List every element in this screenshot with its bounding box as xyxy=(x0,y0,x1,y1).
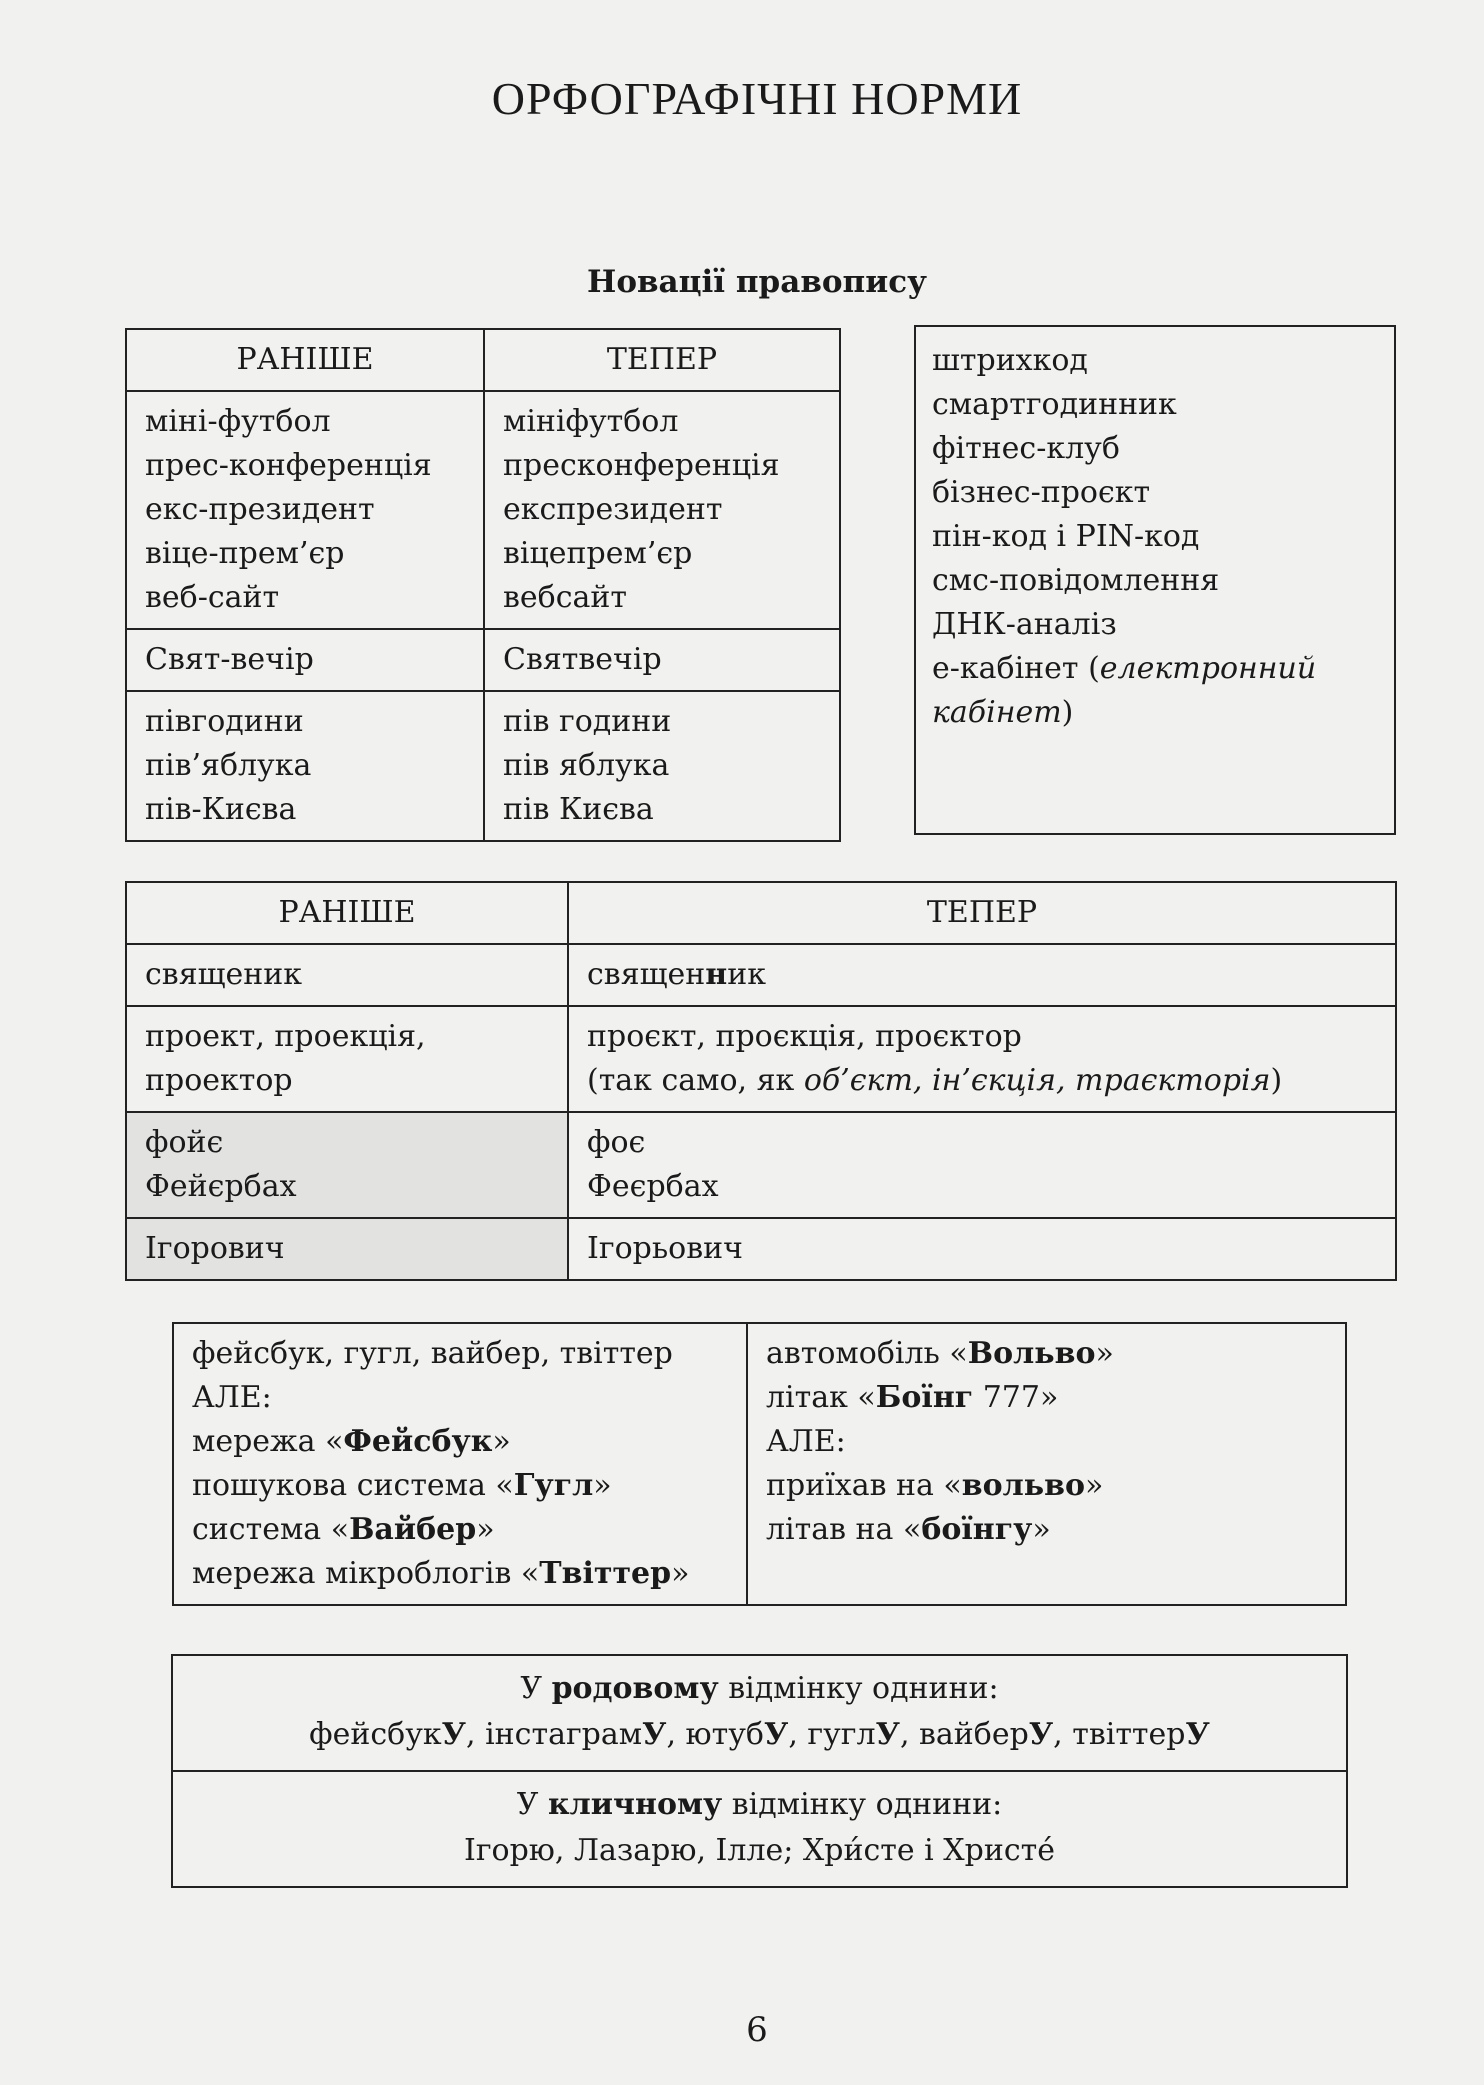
genitive-case-cell: У родовому відмінку однини: фейсбукУ, інстаграмУ, ютубУ, гуглУ, вайберУ, твіттерУ xyxy=(172,1655,1347,1771)
table-cell-now xyxy=(484,391,840,629)
word-now: вебсайт xyxy=(503,580,627,615)
word-now: Святвечір xyxy=(503,642,662,677)
table-cell-now: Ігорьович xyxy=(568,1218,1396,1280)
table-cell-now xyxy=(484,629,840,691)
word-now: віцепрем’єр xyxy=(503,536,693,571)
word-now: експрезидент xyxy=(503,492,723,527)
word-now: пресконференція xyxy=(503,448,780,483)
table-cell-before: священик xyxy=(126,944,568,1006)
table-cell-now: священник xyxy=(568,944,1396,1006)
table-cell-before xyxy=(126,629,484,691)
word-now: пів Києва xyxy=(503,792,654,827)
word-now: пів яблука xyxy=(503,748,670,783)
list-item: приїхав на «вольво» xyxy=(766,1468,1104,1503)
list-item: літав на «боїнгу» xyxy=(766,1512,1051,1547)
column-header-now: ТЕПЕР xyxy=(484,329,840,391)
table-cell-before: Ігорович xyxy=(126,1218,568,1280)
table-row xyxy=(172,1771,1347,1887)
list-item: мережа мікроблогів «Твіттер» xyxy=(192,1556,690,1591)
table-row xyxy=(172,1655,1347,1771)
word-now: пів години xyxy=(503,704,672,739)
table-header-row xyxy=(126,882,1396,944)
term-item: бізнес-проєкт xyxy=(932,475,1151,510)
vocative-case-cell: У кличному відмінку однини: Ігорю, Лазарю, Ілле; Хри́сте і Христе́ xyxy=(172,1771,1347,1887)
table-row xyxy=(126,944,1396,1006)
word-before: віце-прем’єр xyxy=(145,536,345,571)
page-title: ОРФОГРАФІЧНІ НОРМИ xyxy=(491,73,1023,124)
word-before: пів-Києва xyxy=(145,792,297,827)
term-item: штрихкод xyxy=(932,343,1088,378)
term-item-ekabinet: е-кабінет (електронний xyxy=(932,651,1317,686)
table-cell-now: проєкт, проєкція, проєктор (так само, як об’єкт, ін’єкція, траєкторія) xyxy=(568,1006,1396,1112)
table-cell-before: фойє Фейєрбах xyxy=(126,1112,568,1218)
word-before: прес-конференція xyxy=(145,448,432,483)
genitive-examples: фейсбукУ, інстаграмУ, ютубУ, гуглУ, вайберУ, твіттерУ xyxy=(309,1717,1210,1752)
column-header-now: ТЕПЕР xyxy=(568,882,1396,944)
case-endings-table xyxy=(171,1654,1348,1888)
term-item: ДНК-аналіз xyxy=(932,607,1117,642)
table-row xyxy=(173,1323,1346,1605)
column-header-before: РАНІШЕ xyxy=(126,882,568,944)
term-item: смартгодинник xyxy=(932,387,1177,422)
list-item: літак «Боїнг 777» xyxy=(766,1380,1059,1415)
word-now: мініфутбол xyxy=(503,404,679,439)
table-cell-before: проект, проекція, проектор xyxy=(126,1006,568,1112)
word-before: міні-футбол xyxy=(145,404,331,439)
terms-box xyxy=(914,325,1396,835)
table-row xyxy=(126,1112,1396,1218)
table-row xyxy=(126,629,840,691)
term-item: пін-код і PIN-код xyxy=(932,519,1200,554)
table-cell-before xyxy=(126,691,484,841)
column-header-before: РАНІШЕ xyxy=(126,329,484,391)
term-item-ekabinet-cont: кабінет) xyxy=(932,695,1074,730)
spelling-table-letters xyxy=(125,881,1397,1281)
table-row xyxy=(126,1218,1396,1280)
table-header-row xyxy=(126,329,840,391)
table-row xyxy=(126,1006,1396,1112)
word-before: пів’яблука xyxy=(145,748,312,783)
list-item: система «Вайбер» xyxy=(192,1512,495,1547)
list-item: пошукова система «Гугл» xyxy=(192,1468,612,1503)
term-item: фітнес-клуб xyxy=(932,431,1120,466)
word-before: екс-президент xyxy=(145,492,375,527)
page-number: 6 xyxy=(746,2010,768,2050)
table-cell-now: фоє Феєрбах xyxy=(568,1112,1396,1218)
table-cell-now xyxy=(484,691,840,841)
brand-cell-left: фейсбук, гугл, вайбер, твіттер АЛЕ: мережа «Фейсбук» пошукова система «Гугл» система «Вайбер» мережа мікроблогів «Твіттер» xyxy=(173,1323,747,1605)
term-item: смс-повідомлення xyxy=(932,563,1220,598)
section-title: Новації правопису xyxy=(587,264,927,300)
word-before: півгодини xyxy=(145,704,304,739)
spelling-table-hyphens xyxy=(125,328,841,842)
brand-names-table xyxy=(172,1322,1347,1606)
word-before: веб-сайт xyxy=(145,580,280,615)
word-before: Свят-вечір xyxy=(145,642,314,677)
vocative-examples: Ігорю, Лазарю, Ілле; Хри́сте і Христе́ xyxy=(463,1833,1056,1868)
table-row xyxy=(126,691,840,841)
list-item: мережа «Фейсбук» xyxy=(192,1424,511,1459)
brand-cell-right: автомобіль «Вольво» літак «Боїнг 777» АЛЕ: приїхав на «вольво» літав на «боїнгу» xyxy=(747,1323,1346,1605)
list-item: автомобіль «Вольво» xyxy=(766,1336,1114,1371)
table-row xyxy=(126,391,840,629)
table-cell-before xyxy=(126,391,484,629)
